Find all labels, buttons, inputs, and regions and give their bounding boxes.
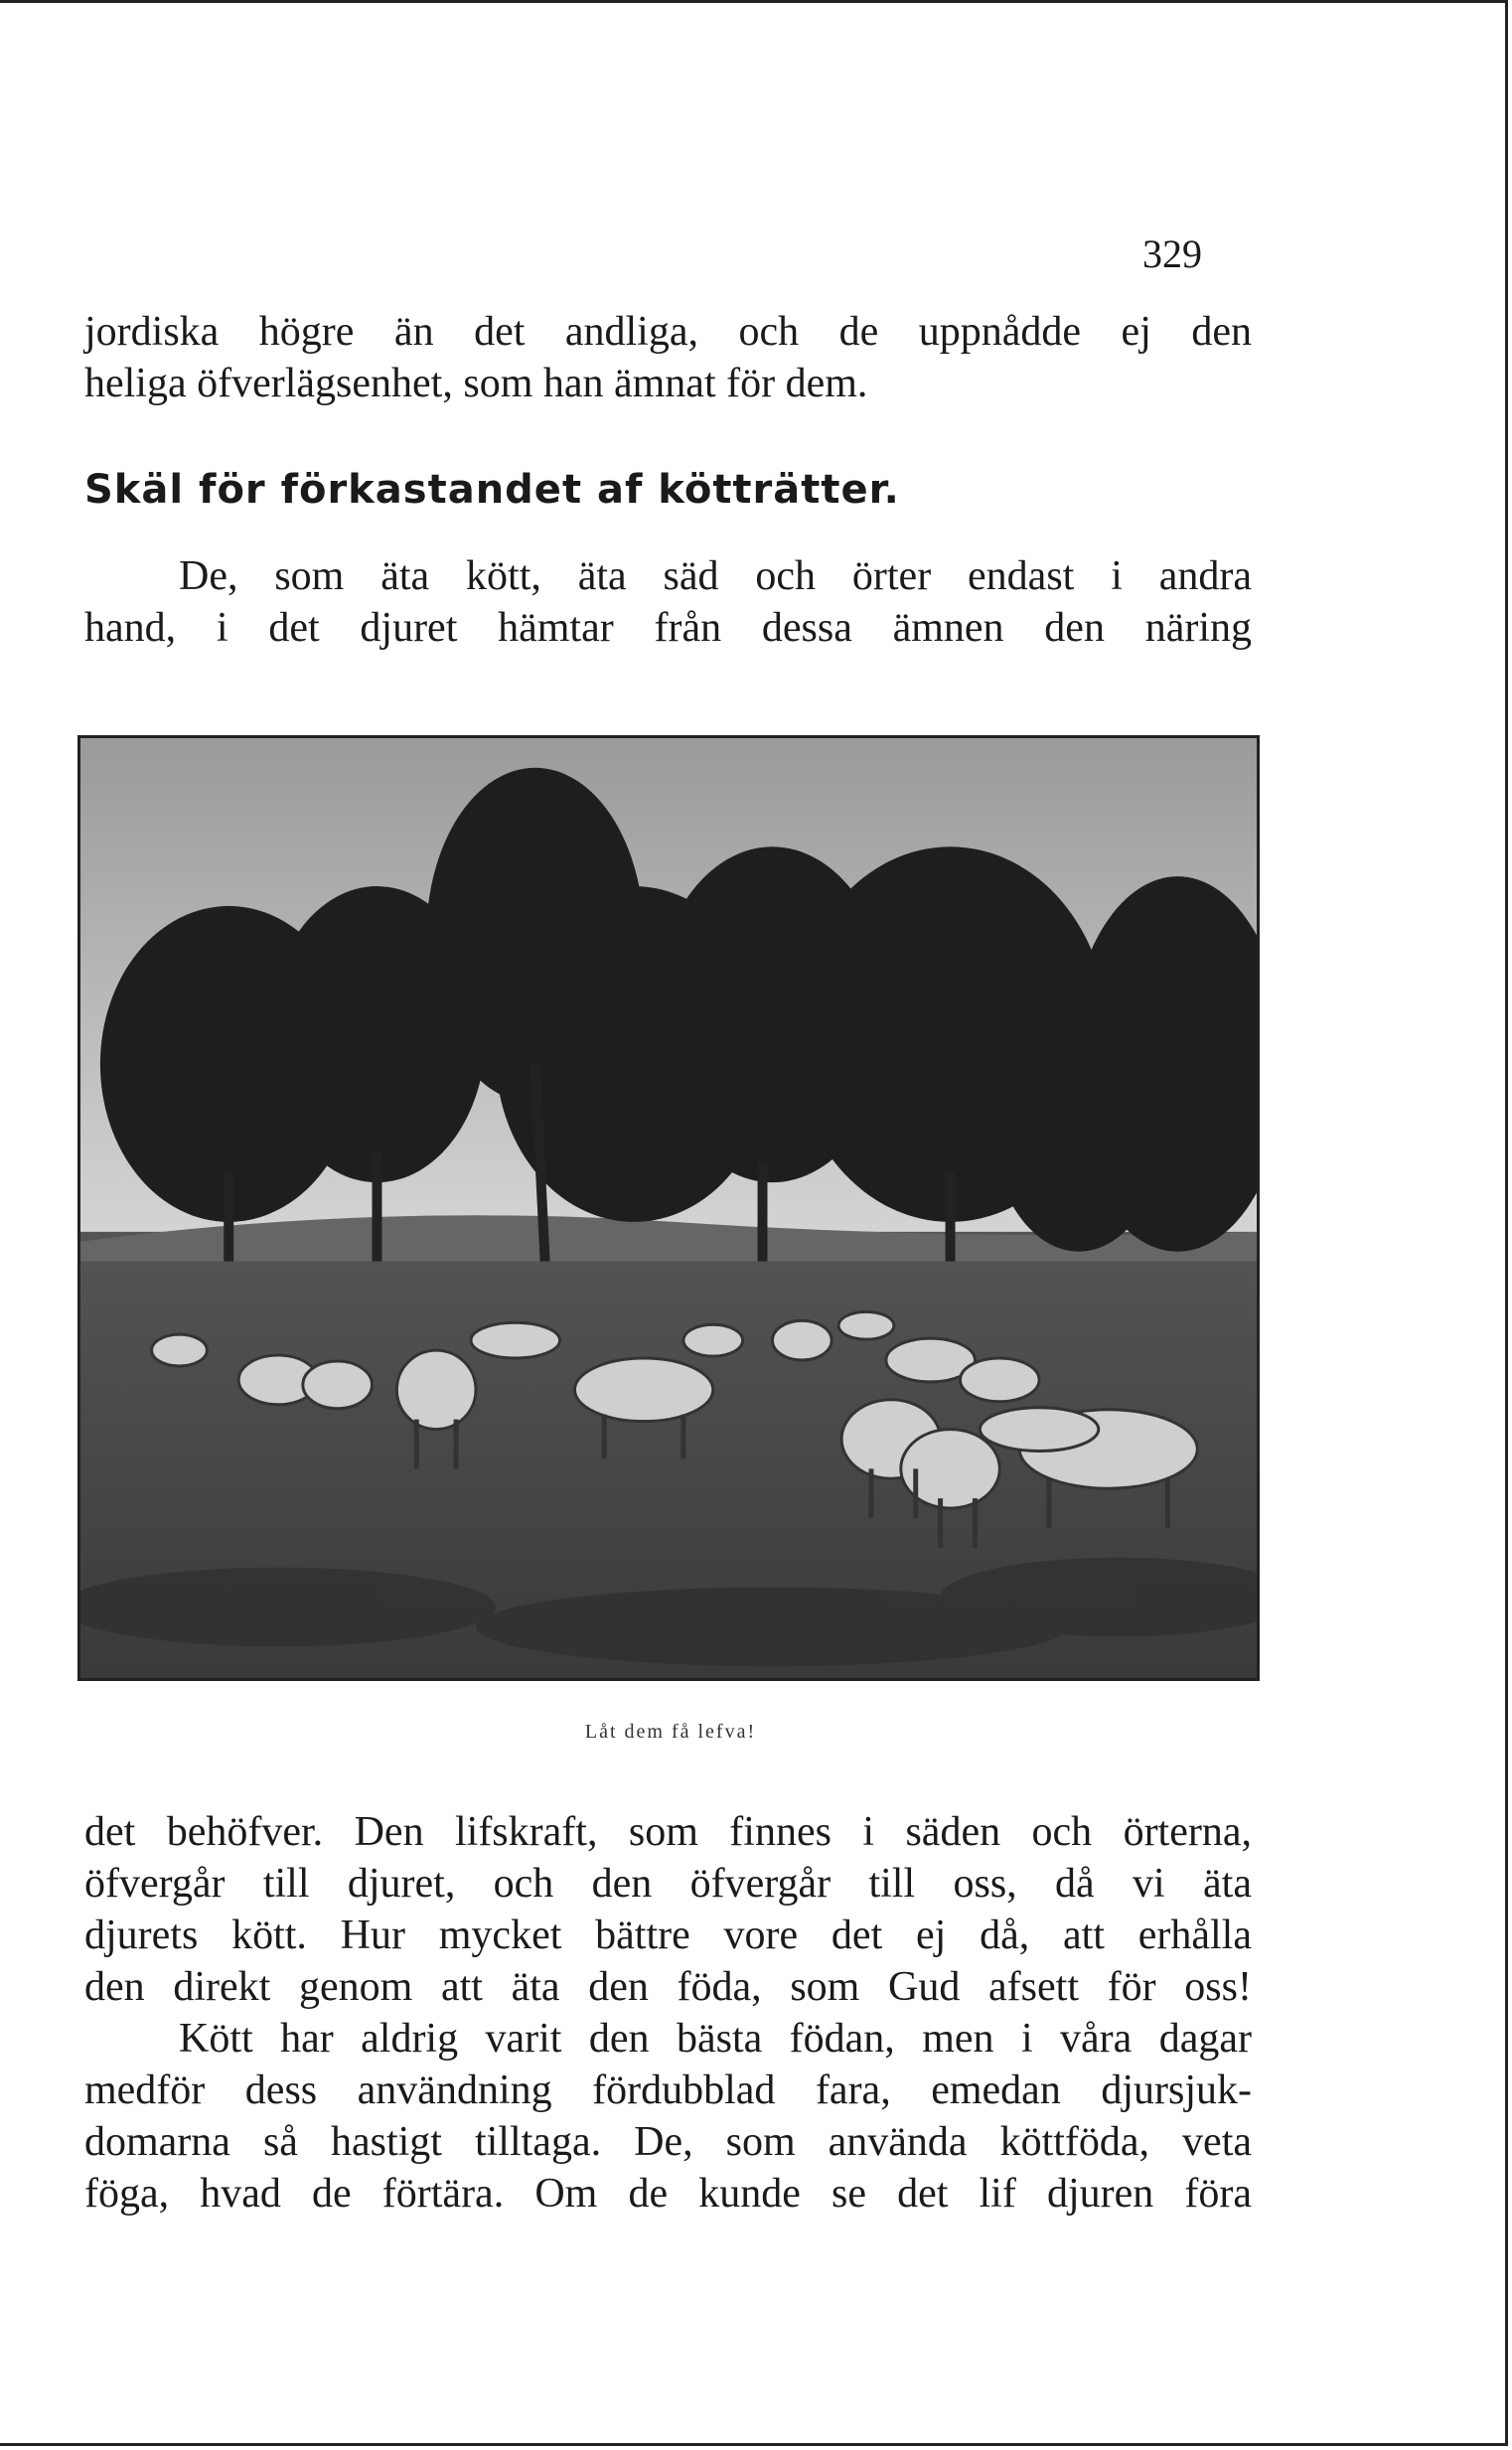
paragraph-2-line: De, som äta kött, äta säd och örter endast i andra bbox=[179, 553, 1252, 599]
paragraph-1-line: heliga öfverlägsenhet, som han ämnat för dem. bbox=[84, 361, 868, 406]
page-number: 329 bbox=[1142, 231, 1202, 276]
paragraph-2 bbox=[84, 550, 1252, 654]
paragraph-4-line: Kött har aldrig varit den bästa födan, men i våra dagar bbox=[179, 2016, 1252, 2062]
paragraph-4-line: föga, hvad de förtära. Om de kunde se det lif djuren föra bbox=[84, 2171, 1252, 2217]
paragraph-3-line: den direkt genom att äta den föda, som Gud afsett för oss! bbox=[84, 1964, 1252, 2010]
paragraph-3-line: det behöfver. Den lifskraft, som finnes i säden och örterna, bbox=[84, 1809, 1252, 1855]
paragraph-3-line: öfvergår till djuret, och den öfvergår till oss, då vi äta bbox=[84, 1861, 1252, 1907]
paragraph-3-and-4 bbox=[84, 1806, 1252, 2220]
figure-caption: Låt dem få lefva! bbox=[584, 1721, 757, 1743]
cattle-photograph bbox=[77, 735, 1260, 1681]
cattle-photograph-illustration bbox=[80, 738, 1257, 1678]
paragraph-4-line: medför dess användning fördubblad fara, emedan djursjuk- bbox=[84, 2067, 1252, 2113]
paragraph-1 bbox=[84, 306, 1252, 409]
paragraph-2-line: hand, i det djuret hämtar från dessa ämnen den näring bbox=[84, 605, 1252, 651]
section-heading: Skäl för förkastandet af kötträtter. bbox=[84, 467, 900, 513]
paragraph-1-line: jordiska högre än det andliga, och de uppnådde ej den bbox=[84, 309, 1252, 355]
paragraph-4-line: domarna så hastigt tilltaga. De, som använda köttföda, veta bbox=[84, 2119, 1252, 2165]
paragraph-3-line: djurets kött. Hur mycket bättre vore det ej då, att erhålla bbox=[84, 1913, 1252, 1958]
